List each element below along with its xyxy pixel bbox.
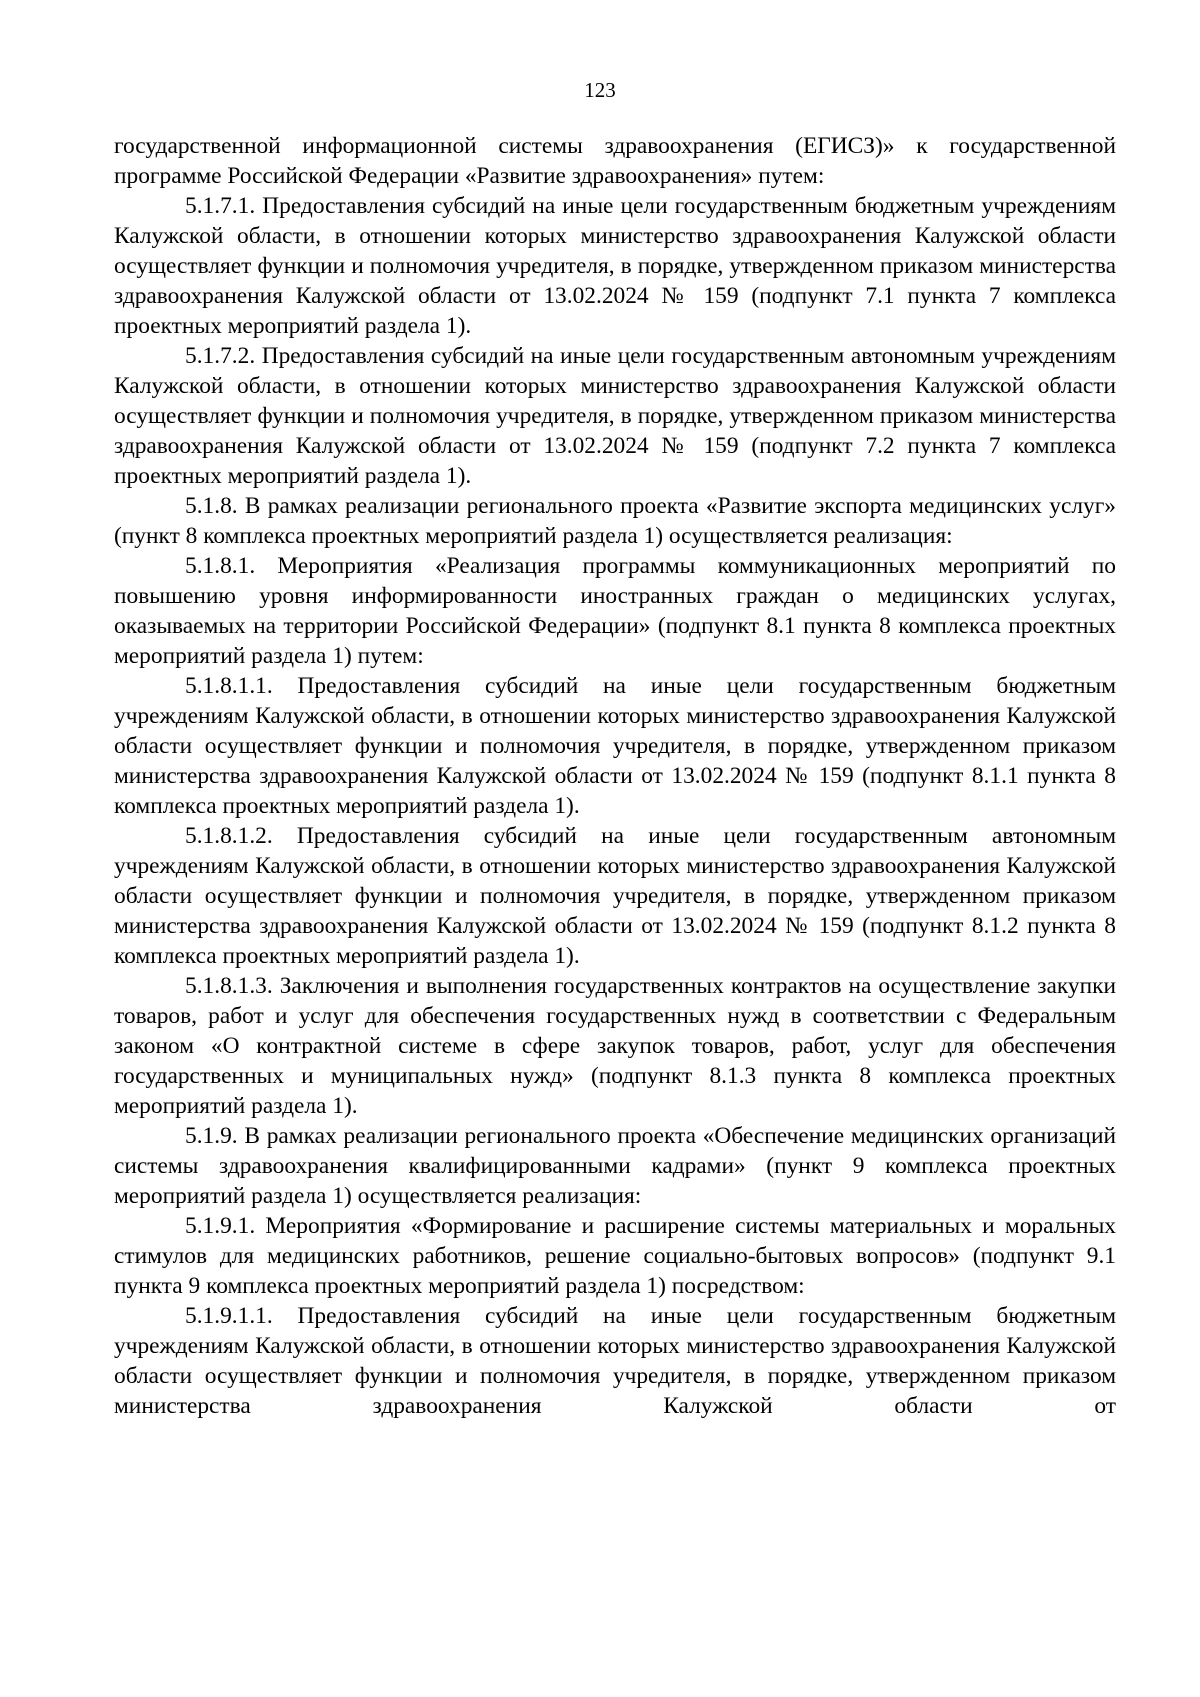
paragraph-5-1-8-1-1: 5.1.8.1.1. Предоставления субсидий на иные цели государственным бюджетным учреждениям Калужской области, в отношении которых министерство здравоохранения Калужской области осуществляет функции и полномочия учредителя, в порядке, утвержденном приказом министерства здравоохранения Калужской области от 13.02.2024 № 159 (подпункт 8.1.1 пункта 8 комплекса проектных мероприятий раздела 1). <box>114 673 1116 819</box>
paragraph-intro-continuation: государственной информационной системы здравоохранения (ЕГИСЗ)» к государственной программе Российской Федерации «Развитие здравоохранения» путем: <box>114 133 1116 189</box>
paragraph-5-1-7-2: 5.1.7.2. Предоставления субсидий на иные цели государственным автономным учреждениям Калужской области, в отношении которых министерство здравоохранения Калужской области осуществляет функции и полномочия учредителя, в порядке, утвержденном приказом министерства здравоохранения Калужской области от 13.02.2024 № 159 (подпункт 7.2 пункта 7 комплекса проектных мероприятий раздела 1). <box>114 343 1116 489</box>
paragraph-5-1-9: 5.1.9. В рамках реализации регионального проекта «Обеспечение медицинских организаций системы здравоохранения квалифицированными кадрами» (пункт 9 комплекса проектных мероприятий раздела 1) осуществляется реализация: <box>114 1123 1116 1209</box>
paragraph-5-1-8-1: 5.1.8.1. Мероприятия «Реализация программы коммуникационных мероприятий по повышению уровня информированности иностранных граждан о медицинских услугах, оказываемых на территории Российской Федерации» (подпункт 8.1 пункта 8 комплекса проектных мероприятий раздела 1) путем: <box>114 553 1116 669</box>
paragraph-5-1-8: 5.1.8. В рамках реализации регионального проекта «Развитие экспорта медицинских услуг» (пункт 8 комплекса проектных мероприятий раздела 1) осуществляется реализация: <box>114 493 1116 549</box>
paragraph-5-1-7-1: 5.1.7.1. Предоставления субсидий на иные цели государственным бюджетным учреждениям Калужской области, в отношении которых министерство здравоохранения Калужской области осуществляет функции и полномочия учредителя, в порядке, утвержденном приказом министерства здравоохранения Калужской области от 13.02.2024 № 159 (подпункт 7.1 пункта 7 комплекса проектных мероприятий раздела 1). <box>114 193 1116 339</box>
document-body <box>114 131 1116 1421</box>
paragraph-5-1-8-1-2: 5.1.8.1.2. Предоставления субсидий на иные цели государственным автономным учреждениям Калужской области, в отношении которых министерство здравоохранения Калужской области осуществляет функции и полномочия учредителя, в порядке, утвержденном приказом министерства здравоохранения Калужской области от 13.02.2024 № 159 (подпункт 8.1.2 пункта 8 комплекса проектных мероприятий раздела 1). <box>114 823 1116 969</box>
page-number: 123 <box>584 78 616 102</box>
paragraph-5-1-9-1: 5.1.9.1. Мероприятия «Формирование и расширение системы материальных и моральных стимулов для медицинских работников, решение социально-бытовых вопросов» (подпункт 9.1 пункта 9 комплекса проектных мероприятий раздела 1) посредством: <box>114 1213 1116 1299</box>
paragraph-5-1-8-1-3: 5.1.8.1.3. Заключения и выполнения государственных контрактов на осуществление закупки товаров, работ и услуг для обеспечения государственных нужд в соответствии с Федеральным законом «О контрактной системе в сфере закупок товаров, работ, услуг для обеспечения государственных и муниципальных нужд» (подпункт 8.1.3 пункта 8 комплекса проектных мероприятий раздела 1). <box>114 973 1116 1119</box>
paragraph-5-1-9-1-1: 5.1.9.1.1. Предоставления субсидий на иные цели государственным бюджетным учреждениям Калужской области, в отношении которых министерство здравоохранения Калужской области осуществляет функции и полномочия учредителя, в порядке, утвержденном приказом министерства здравоохранения Калужской области от <box>114 1303 1116 1419</box>
